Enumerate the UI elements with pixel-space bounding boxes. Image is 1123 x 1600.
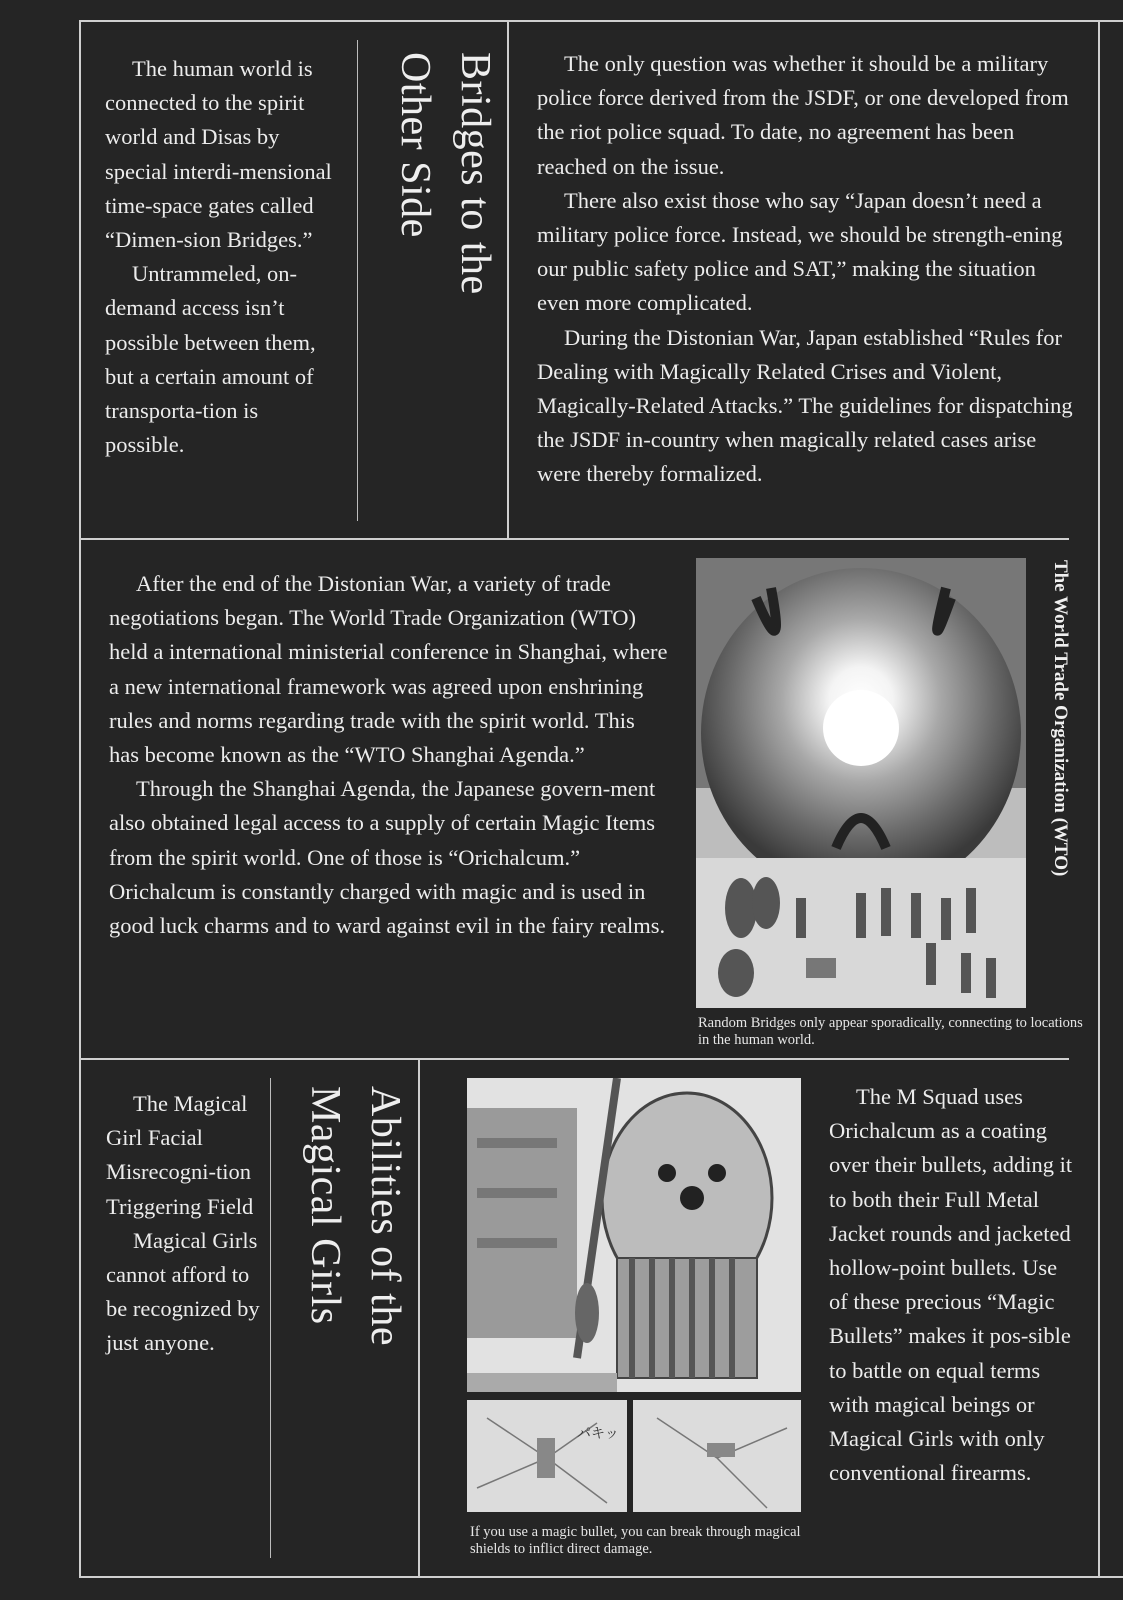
page-left-border: [79, 20, 81, 1577]
title-rule-abilities: [270, 1078, 271, 1558]
page-top-border: [79, 20, 1123, 22]
police-paragraph-2: There also exist those who say “Japan doesn’t need a military police force. Instead, we should be strength-ening our public safety police and SAT,” making the situation even more complicated.: [537, 187, 1063, 316]
wto-image-caption: Random Bridges only appear sporadically, connecting to locations in the human world.: [698, 1015, 1083, 1048]
abilities-title-line2: Magical Girls: [302, 1086, 348, 1325]
police-paragraph-1: The only question was whether it should be a military police force derived from the JSDF, or one developed from the riot police squad. To date, no agreement has been reached on the issue.: [537, 51, 1069, 179]
abilities-image-caption: If you use a magic bullet, you can break through magical shields to inflict direct damage.: [470, 1524, 801, 1557]
wto-side-title: The World Trade Organization (WTO): [1050, 560, 1071, 877]
dimension-bridge-illustration: [696, 558, 1026, 1008]
divider-col-bottom: [418, 1058, 420, 1576]
divider-col-top: [507, 20, 509, 538]
abilities-right-paragraph-1: The M Squad uses Orichalcum as a coating over their bullets, adding it to both their Full Metal Jacket rounds and jacketed hollow-point bullets. Use of these precious “Magic Bullets” makes it pos-sible to battle on equal terms with magical beings or Magical Girls with only conventional firearms.: [829, 1084, 1073, 1486]
abilities-title-line1: Abilities of the: [362, 1086, 408, 1346]
abilities-paragraph-1: The Magical Girl Facial Misrecogni-tion Triggering Field: [106, 1091, 254, 1219]
magic-bullet-illustration: [467, 1078, 801, 1512]
bridges-paragraph-1: The human world is connected to the spirit world and Disas by special interdi-mensional time-space gates called “Dimen-sion Bridges.”: [105, 56, 332, 253]
bridges-title-line1: Bridges to the: [452, 52, 498, 295]
bridges-title: [385, 52, 505, 522]
police-paragraph-3: During the Distonian War, Japan established “Rules for Dealing with Magically Related Crises and Violent, Magically-Related Attacks.” The guidelines for dispatching the JSDF in-country when magically related cases arise were thereby formalized.: [537, 324, 1073, 487]
page-right-border: [1098, 20, 1100, 1577]
divider-row2: [79, 1058, 1069, 1060]
police-text: [537, 47, 1080, 492]
page-bottom-border: [79, 1576, 1123, 1578]
wto-text: [109, 567, 669, 943]
abilities-right-text: [829, 1080, 1081, 1490]
abilities-paragraph-2: Magical Girls cannot afford to be recognized by just anyone.: [106, 1227, 260, 1356]
wto-paragraph-2: Through the Shanghai Agenda, the Japanese govern-ment also obtained legal access to a supply of certain Magic Items from the spirit world. One of those is “Orichalcum.” Orichalcum is constantly charged with magic and is used in good luck charms and to ward against evil in the fairy realms.: [109, 776, 666, 939]
abilities-column-text: [106, 1087, 262, 1361]
divider-row1: [79, 538, 1069, 540]
bridges-title-line2: Other Side: [392, 52, 438, 238]
bridges-column-text: [105, 52, 340, 462]
bridges-paragraph-2: Untrammeled, on-demand access isn’t possible between them, but a certain amount of transporta-tion is possible.: [105, 261, 316, 458]
sfx-text: パキッ: [577, 1426, 619, 1442]
abilities-title: [295, 1086, 415, 1566]
wto-paragraph-1: After the end of the Distonian War, a variety of trade negotiations began. The World Trade Organization (WTO) held a international ministerial conference in Shanghai, where a new international framework was agreed upon enshrining rules and norms regarding trade with the spirit world. This has become known as the “WTO Shanghai Agenda.”: [109, 571, 668, 768]
title-rule-bridges: [357, 40, 358, 521]
